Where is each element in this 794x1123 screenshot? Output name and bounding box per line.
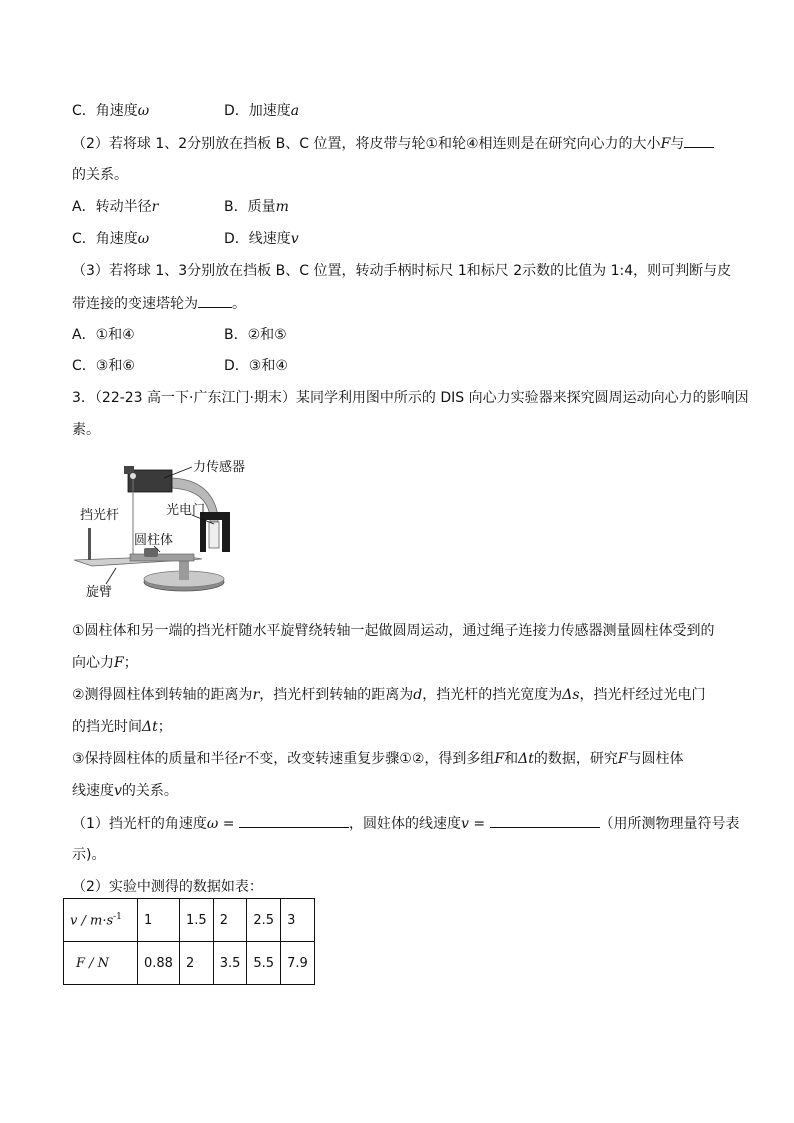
symbol: F xyxy=(617,751,628,767)
answer-blank[interactable] xyxy=(684,133,714,148)
table-cell: 0.88 xyxy=(138,942,180,985)
table-cell: 1 xyxy=(138,899,180,942)
sub-question-2 xyxy=(72,877,263,897)
step-1 xyxy=(72,621,715,641)
question-text: 素。 xyxy=(72,422,100,438)
question-3-intro-cont xyxy=(72,420,100,440)
option-text: D．③和④ xyxy=(224,358,288,374)
equals-sign: = xyxy=(218,816,239,832)
label-gate: 光电门 xyxy=(166,503,206,518)
label-cylinder: 圆柱体 xyxy=(134,533,174,548)
step-1-cont xyxy=(72,653,138,673)
step-text: ①圆柱体和另一端的挡光杆随水平旋臂绕转轴一起做圆周运动，通过绳子连接力传感器测量圆柱体受到的 xyxy=(72,623,715,639)
table-header-cell xyxy=(64,942,138,985)
symbol: m xyxy=(275,199,289,215)
question-3-intro xyxy=(72,388,749,408)
step-text: ，挡光杆经过光电门 xyxy=(579,687,706,703)
symbol: Δs xyxy=(562,687,580,703)
step-2 xyxy=(72,685,706,705)
table-cell: 3 xyxy=(281,899,315,942)
apparatus-figure xyxy=(72,456,262,606)
table-row xyxy=(64,942,315,985)
option-d xyxy=(224,356,288,376)
question-text: 。 xyxy=(232,296,246,312)
option-text: B．②和⑤ xyxy=(224,327,287,343)
step-text: ③保持圆柱体的质量和半径 xyxy=(72,751,239,767)
answer-blank[interactable] xyxy=(198,293,232,308)
step-text: 的挡光时间 xyxy=(72,719,142,735)
symbol: ω xyxy=(137,231,150,247)
question-text: （1）挡光杆的角速度 xyxy=(72,816,207,832)
step-text: ，挡光杆的挡光宽度为 xyxy=(422,687,563,703)
option-text: A．①和④ xyxy=(72,327,135,343)
symbol: Δt xyxy=(142,719,158,735)
equals-sign: = xyxy=(468,816,490,832)
symbol: v xyxy=(114,783,122,799)
table-header-cell xyxy=(64,899,138,942)
header-text: F / N xyxy=(76,955,110,971)
step-text: ，挡光杆到转轴的距离为 xyxy=(259,687,414,703)
step-text: 和 xyxy=(504,751,519,767)
option-b xyxy=(224,197,289,217)
step-2-cont xyxy=(72,717,172,737)
label-sensor: 力传感器 xyxy=(193,460,246,475)
label-rod: 挡光杆 xyxy=(80,508,120,523)
symbol: d xyxy=(413,687,423,703)
question-text: （3）若将球 1、3分别放在挡板 B、C 位置，转动手柄时标尺 1和标尺 2示数的比值为 1:4，则可判断与皮 xyxy=(72,263,732,279)
sub-question-1-cont xyxy=(72,845,105,865)
question-text: 与 xyxy=(670,136,685,152)
symbol: F xyxy=(660,136,671,152)
table-cell: 3.5 xyxy=(213,942,247,985)
step-3 xyxy=(72,749,684,769)
data-table xyxy=(63,898,315,985)
table-cell: 2.5 xyxy=(247,899,281,942)
symbol: r xyxy=(238,751,246,767)
exponent: -1 xyxy=(113,911,122,922)
step-text: ②测得圆柱体到转轴的距离为 xyxy=(72,687,253,703)
header-text: v / m·s xyxy=(70,913,114,929)
answer-blank-linear-velocity[interactable] xyxy=(490,813,600,828)
option-c xyxy=(72,229,149,249)
question-text: 示)。 xyxy=(72,847,106,863)
sub-question-1 xyxy=(72,813,740,834)
symbol: ω xyxy=(137,103,150,119)
table-row xyxy=(64,899,315,942)
option-text: C．角速度 xyxy=(72,231,138,247)
option-a xyxy=(72,197,158,217)
symbol: v xyxy=(290,231,299,247)
sub-question-2-cont xyxy=(72,165,128,185)
symbol: Δt xyxy=(518,751,534,767)
option-text: C．角速度 xyxy=(72,103,138,119)
option-c xyxy=(72,101,149,121)
symbol: ω xyxy=(206,816,219,832)
option-text: D．加速度 xyxy=(224,103,291,119)
option-a xyxy=(72,325,135,345)
question-text: 3．（22-23 高一下·广东江门·期末）某同学利用图中所示的 DIS 向心力实验器来探究圆周运动向心力的影响因 xyxy=(72,390,749,406)
sub-question-3 xyxy=(72,261,731,281)
symbol: v xyxy=(460,816,469,832)
label-arm: 旋臂 xyxy=(86,585,113,600)
table-cell: 7.9 xyxy=(281,942,315,985)
symbol: a xyxy=(290,103,300,119)
question-text: 的关系。 xyxy=(72,167,128,183)
option-text: D．线速度 xyxy=(224,231,291,247)
table-cell: 1.5 xyxy=(180,899,214,942)
step-text: ； xyxy=(157,719,172,735)
question-text: （用所测物理量符号表 xyxy=(599,816,740,832)
symbol: r xyxy=(151,199,159,215)
step-text: 向心力 xyxy=(72,655,114,671)
sub-question-3-cont xyxy=(72,293,246,314)
answer-blank-angular-velocity[interactable] xyxy=(239,813,349,828)
question-text: ，圆妵体的线速度 xyxy=(348,816,461,832)
step-3-cont xyxy=(72,781,178,801)
step-text: 线速度 xyxy=(72,783,114,799)
question-text: 带连接的变速塔轮为 xyxy=(72,296,198,312)
step-text: 的关系。 xyxy=(121,783,178,799)
step-text: 与圆柱体 xyxy=(627,751,684,767)
symbol: r xyxy=(252,687,260,703)
option-text: A．转动半径 xyxy=(72,199,152,215)
table-cell: 5.5 xyxy=(247,942,281,985)
symbol: F xyxy=(114,655,124,671)
question-text: （2）实验中测得的数据如表： xyxy=(72,879,263,895)
table-cell: 2 xyxy=(180,942,214,985)
question-text: （2）若将球 1、2分别放在挡板 B、C 位置，将皮带与轮①和轮④相连则是在研究向心力的大小 xyxy=(72,136,661,152)
step-text: ； xyxy=(123,655,138,671)
option-text: C．③和⑥ xyxy=(72,358,135,374)
sub-question-2 xyxy=(72,133,714,154)
option-c xyxy=(72,356,135,376)
option-d xyxy=(224,101,299,121)
option-text: B．质量 xyxy=(224,199,276,215)
option-b xyxy=(224,325,287,345)
step-text: 不变，改变转速重复步骤①②，得到多组 xyxy=(245,751,495,767)
step-text: 的数据，研究 xyxy=(533,751,618,767)
table-cell: 2 xyxy=(213,899,247,942)
option-d xyxy=(224,229,299,249)
symbol: F xyxy=(494,751,505,767)
